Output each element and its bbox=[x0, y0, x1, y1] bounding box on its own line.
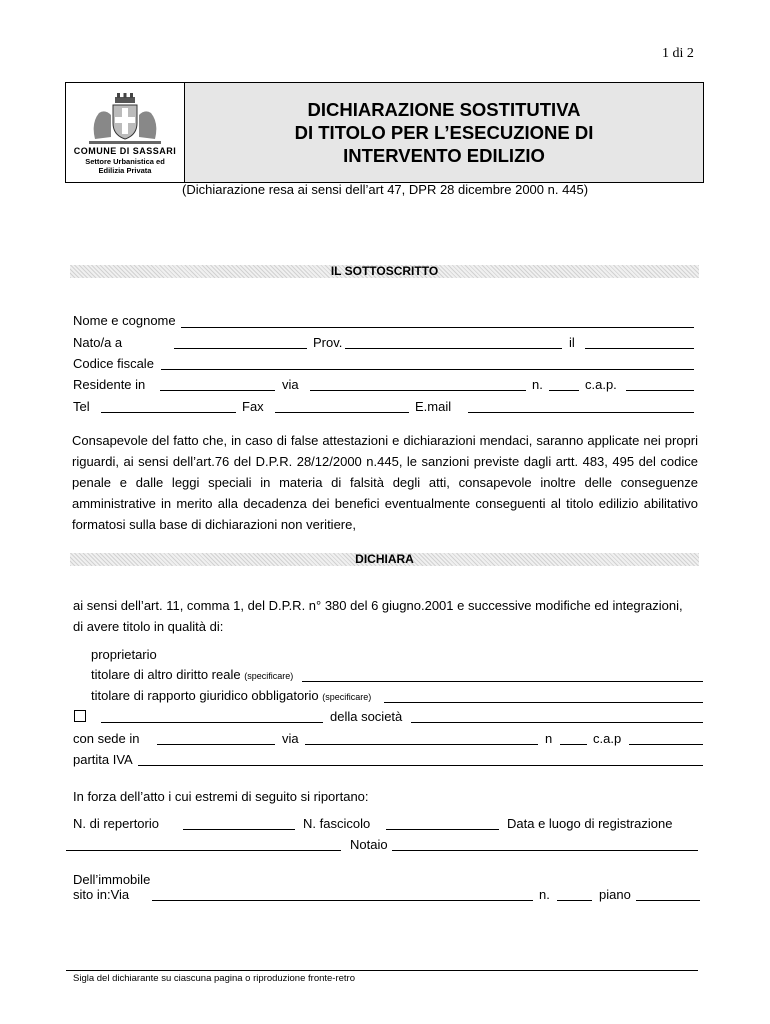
fascicolo-label: N. fascicolo bbox=[303, 816, 371, 831]
qualita-field[interactable] bbox=[101, 722, 323, 723]
sede-via-label: via bbox=[282, 731, 299, 746]
title-line-2: DI TITOLO PER L’ESECUZIONE DI bbox=[294, 122, 594, 143]
dichiara-intro-2: di avere titolo in qualità di: bbox=[73, 619, 224, 634]
societa-checkbox[interactable] bbox=[74, 710, 86, 722]
section-bar-sottoscritto bbox=[70, 265, 699, 278]
piano-label: piano bbox=[599, 887, 631, 902]
data-luogo-field[interactable] bbox=[66, 850, 341, 851]
nome-label: Nome e cognome bbox=[73, 313, 176, 328]
footer-divider bbox=[66, 970, 698, 971]
titolare-rapporto-label: titolare di rapporto giuridico obbligatorio bbox=[91, 688, 319, 703]
fax-field[interactable] bbox=[275, 412, 409, 413]
header-box bbox=[65, 82, 704, 183]
notaio-field[interactable] bbox=[392, 850, 698, 851]
residente-field[interactable] bbox=[160, 390, 275, 391]
titolare-reale-field[interactable] bbox=[302, 681, 703, 682]
email-field[interactable] bbox=[468, 412, 694, 413]
page-number: 1 di 2 bbox=[662, 46, 694, 61]
in-forza-text: In forza dell’atto i cui estremi di seguito si riportano: bbox=[73, 789, 369, 804]
data-nascita-field[interactable] bbox=[585, 348, 694, 349]
il-label: il bbox=[569, 335, 575, 350]
sede-field[interactable] bbox=[157, 744, 275, 745]
prov-label: Prov. bbox=[313, 335, 343, 350]
fax-label: Fax bbox=[242, 399, 264, 414]
partita-iva-label: partita IVA bbox=[73, 752, 133, 767]
nome-field[interactable] bbox=[181, 327, 694, 328]
numero-field[interactable] bbox=[549, 390, 579, 391]
tel-field[interactable] bbox=[101, 412, 236, 413]
numero-label: n. bbox=[532, 377, 543, 392]
notaio-label: Notaio bbox=[350, 837, 388, 852]
sede-via-field[interactable] bbox=[305, 744, 538, 745]
specificare-note-2: (specificare) bbox=[322, 692, 372, 702]
titolare-reale-label: titolare di altro diritto reale bbox=[91, 667, 241, 682]
title-line-1: DICHIARAZIONE SOSTITUTIVA bbox=[307, 99, 581, 120]
logo-area bbox=[66, 83, 185, 182]
legal-note: (Dichiarazione resa ai sensi dell’art 47, DPR 28 dicembre 2000 n. 445) bbox=[182, 182, 589, 197]
title-box bbox=[185, 83, 703, 182]
section-title-sottoscritto: IL SOTTOSCRITTO bbox=[330, 264, 439, 278]
sito-via-field[interactable] bbox=[152, 900, 533, 901]
via-field[interactable] bbox=[310, 390, 526, 391]
section-bar-dichiara bbox=[70, 553, 699, 566]
immobile-label: Dell’immobile bbox=[73, 872, 151, 887]
titolare-rapporto-option[interactable] bbox=[91, 688, 371, 703]
nato-label: Nato/a a bbox=[73, 335, 123, 350]
codice-fiscale-label: Codice fiscale bbox=[73, 356, 154, 371]
titolare-reale-option[interactable] bbox=[91, 667, 293, 682]
cap-field[interactable] bbox=[626, 390, 694, 391]
coat-of-arms-logo bbox=[85, 93, 165, 145]
prov-field[interactable] bbox=[345, 348, 562, 349]
partita-iva-field[interactable] bbox=[138, 765, 703, 766]
email-label: E.mail bbox=[415, 399, 452, 414]
con-sede-label: con sede in bbox=[73, 731, 140, 746]
logo-settore: Settore Urbanistica ed bbox=[85, 157, 165, 166]
immobile-numero-label: n. bbox=[539, 887, 550, 902]
consapevole-paragraph: Consapevole del fatto che, in caso di false attestazioni e dichiarazioni mendaci, saranno applicate nei propri riguardi, ai sensi dell’art.76 del D.P.R. 28/12/2000 n.445, le sanzioni previste dagli artt. 483, 495 del codice penale e dalle leggi speciali in materia di falsità degli atti, consapevole inoltre delle conseguenze amministrative in merito alla decadenza dei benefici eventualmente conseguenti al titolo edilizio abilitativo formatosi sulla base di dichiarazioni non veritiere, bbox=[72, 433, 698, 532]
dichiara-intro-1: ai sensi dell’art. 11, comma 1, del D.P.R. n° 380 del 6 giugno.2001 e successive modifiche ed integrazioni, bbox=[73, 598, 683, 613]
immobile-numero-field[interactable] bbox=[557, 900, 592, 901]
logo-comune-name: COMUNE DI SASSARI bbox=[73, 146, 177, 156]
sede-numero-field[interactable] bbox=[560, 744, 587, 745]
proprietario-option[interactable]: proprietario bbox=[91, 647, 157, 662]
data-luogo-label: Data e luogo di registrazione bbox=[507, 816, 673, 831]
sede-cap-field[interactable] bbox=[629, 744, 703, 745]
piano-field[interactable] bbox=[636, 900, 700, 901]
sede-numero-label: n bbox=[545, 731, 553, 746]
specificare-note-1: (specificare) bbox=[244, 671, 294, 681]
section-title-dichiara: DICHIARA bbox=[355, 552, 414, 566]
repertorio-label: N. di repertorio bbox=[73, 816, 159, 831]
sito-label: sito in:Via bbox=[73, 887, 130, 902]
via-label: via bbox=[282, 377, 299, 392]
logo-edilizia: Edilizia Privata bbox=[98, 166, 152, 175]
title-line-3: INTERVENTO EDILIZIO bbox=[343, 145, 545, 166]
titolare-rapporto-field[interactable] bbox=[384, 702, 703, 703]
fascicolo-field[interactable] bbox=[386, 829, 499, 830]
sede-cap-label: c.a.p bbox=[593, 731, 622, 746]
societa-field[interactable] bbox=[411, 722, 703, 723]
residente-label: Residente in bbox=[73, 377, 146, 392]
societa-label: della società bbox=[330, 709, 403, 724]
footer-note: Sigla del dichiarante su ciascuna pagina o riproduzione fronte-retro bbox=[73, 973, 356, 984]
repertorio-field[interactable] bbox=[183, 829, 295, 830]
tel-label: Tel bbox=[73, 399, 90, 414]
cap-label: c.a.p. bbox=[585, 377, 617, 392]
nato-field[interactable] bbox=[174, 348, 307, 349]
codice-fiscale-field[interactable] bbox=[161, 369, 694, 370]
